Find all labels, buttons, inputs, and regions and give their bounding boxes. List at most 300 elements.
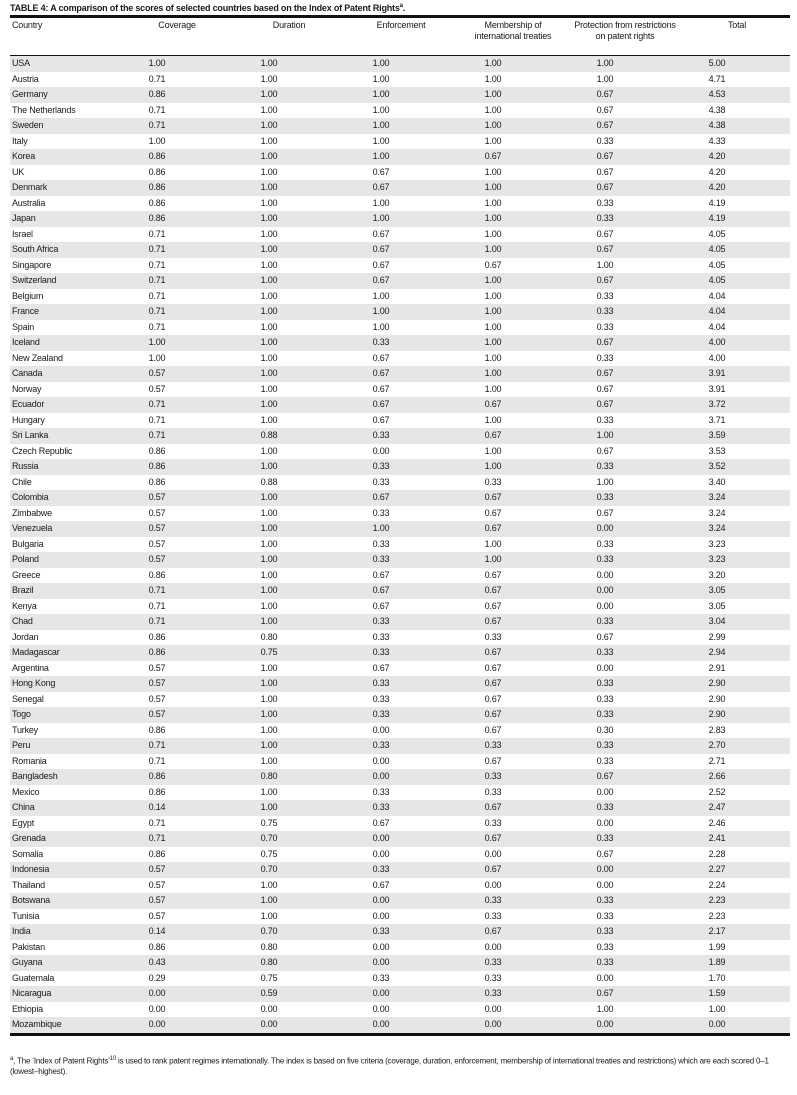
cell-country: Turkey (12, 724, 38, 735)
cell-duration: 1.00 (260, 151, 278, 161)
cell-protection: 0.33 (596, 197, 614, 208)
cell-membership: 0.33 (484, 740, 502, 750)
table-row (10, 490, 790, 506)
cell-total: 0.00 (708, 1019, 726, 1029)
cell-membership: 0.33 (484, 972, 502, 983)
cell-membership: 1.00 (484, 89, 502, 99)
cell-country: Russia (12, 461, 39, 471)
col-header-enforcement: Enforcement (376, 20, 426, 30)
cell-protection: 0.33 (596, 616, 614, 626)
cell-protection: 0.00 (596, 600, 614, 611)
cell-coverage: 0.14 (148, 802, 166, 812)
cell-protection: 0.33 (596, 957, 614, 967)
cell-total: 4.05 (708, 275, 726, 285)
cell-enforcement: 0.00 (372, 957, 390, 967)
table-row (10, 955, 790, 971)
table-row (10, 56, 790, 72)
cell-country: Korea (12, 151, 36, 161)
col-header-total: Total (727, 20, 746, 30)
table-row (10, 986, 790, 1002)
cell-membership: 1.00 (484, 104, 502, 115)
cell-coverage: 0.00 (148, 1019, 166, 1029)
cell-coverage: 0.57 (148, 368, 166, 378)
cell-membership: 0.67 (484, 647, 502, 657)
cell-country: Romania (12, 755, 47, 766)
cell-duration: 0.75 (260, 848, 278, 859)
cell-country: Greece (12, 569, 41, 580)
table-row (10, 785, 790, 801)
cell-coverage: 0.57 (148, 864, 166, 874)
cell-protection: 0.33 (596, 213, 614, 223)
cell-duration: 1.00 (260, 693, 278, 704)
cell-membership: 0.00 (484, 1003, 502, 1014)
cell-enforcement: 0.33 (372, 709, 390, 719)
cell-total: 4.00 (708, 352, 726, 363)
cell-membership: 0.67 (484, 616, 502, 626)
cell-protection: 0.33 (596, 352, 614, 363)
cell-country: USA (12, 58, 30, 68)
cell-coverage: 0.86 (148, 724, 166, 735)
cell-country: Italy (12, 135, 28, 146)
cell-total: 4.20 (708, 182, 726, 192)
cell-duration: 1.00 (260, 895, 278, 905)
table-caption: A comparison of the scores of selected countries based on the Index of Patent Rights (48, 3, 400, 13)
cell-membership: 0.33 (484, 910, 502, 921)
cell-enforcement: 0.00 (372, 771, 390, 781)
cell-duration: 0.70 (260, 833, 278, 843)
cell-protection: 0.33 (596, 709, 614, 719)
cell-membership: 1.00 (484, 197, 502, 208)
cell-duration: 1.00 (260, 166, 278, 177)
cell-country: Pakistan (12, 941, 45, 952)
cell-enforcement: 1.00 (372, 213, 390, 223)
cell-coverage: 0.57 (148, 507, 166, 518)
cell-total: 2.94 (708, 647, 726, 657)
cell-duration: 0.80 (260, 771, 278, 781)
cell-total: 1.70 (708, 972, 726, 983)
cell-enforcement: 1.00 (372, 135, 390, 146)
cell-coverage: 0.86 (148, 197, 166, 208)
cell-membership: 0.67 (484, 693, 502, 704)
table-row (10, 134, 790, 150)
cell-country: Austria (12, 73, 39, 84)
cell-coverage: 0.57 (148, 662, 166, 673)
cell-total: 2.47 (708, 802, 726, 812)
cell-enforcement: 0.33 (372, 693, 390, 704)
cell-protection: 0.00 (596, 569, 614, 580)
cell-country: Japan (12, 213, 36, 223)
cell-country: New Zealand (12, 352, 63, 363)
cell-country: Czech Republic (12, 445, 73, 456)
cell-total: 2.99 (708, 631, 726, 642)
cell-country: UK (12, 166, 25, 177)
cell-membership: 0.67 (484, 430, 502, 440)
cell-coverage: 0.71 (148, 275, 166, 285)
cell-enforcement: 1.00 (372, 104, 390, 115)
cell-protection: 0.67 (596, 988, 614, 998)
cell-enforcement: 0.67 (372, 600, 390, 611)
cell-total: 3.24 (708, 507, 726, 518)
cell-protection: 0.67 (596, 399, 614, 409)
cell-total: 3.91 (708, 368, 726, 378)
cell-coverage: 0.86 (148, 786, 166, 797)
cell-duration: 0.75 (260, 647, 278, 657)
table-row (10, 335, 790, 351)
cell-coverage: 0.86 (148, 213, 166, 223)
cell-duration: 1.00 (260, 786, 278, 797)
cell-protection: 0.33 (596, 740, 614, 750)
cell-total: 3.05 (708, 600, 726, 611)
cell-duration: 1.00 (260, 368, 278, 378)
cell-duration: 0.70 (260, 926, 278, 936)
cell-country: Senegal (12, 693, 44, 704)
table-label: TABLE 4: (10, 3, 49, 13)
table-row (10, 661, 790, 677)
cell-country: Guatemala (12, 972, 55, 983)
cell-protection: 0.33 (596, 554, 614, 564)
cell-protection: 0.67 (596, 383, 614, 394)
table-row (10, 537, 790, 553)
table-row (10, 289, 790, 305)
table-row (10, 723, 790, 739)
cell-coverage: 0.71 (148, 104, 166, 115)
cell-total: 2.66 (708, 771, 726, 781)
cell-country: Spain (12, 321, 35, 332)
cell-country: Argentina (12, 662, 49, 673)
cell-duration: 1.00 (260, 523, 278, 533)
cell-membership: 1.00 (484, 321, 502, 332)
cell-duration: 1.00 (260, 89, 278, 99)
table-row (10, 118, 790, 134)
cell-country: Israel (12, 228, 33, 239)
cell-membership: 1.00 (484, 275, 502, 285)
cell-protection: 0.33 (596, 926, 614, 936)
cell-enforcement: 0.67 (372, 275, 390, 285)
cell-coverage: 0.57 (148, 895, 166, 905)
cell-duration: 1.00 (260, 259, 278, 270)
cell-total: 2.70 (708, 740, 726, 750)
cell-enforcement: 0.33 (372, 538, 390, 549)
cell-country: Grenada (12, 833, 46, 843)
cell-protection: 0.67 (596, 166, 614, 177)
cell-country: Zimbabwe (12, 507, 52, 518)
cell-membership: 0.67 (484, 492, 502, 502)
cell-duration: 0.80 (260, 631, 278, 642)
cell-coverage: 0.57 (148, 383, 166, 394)
cell-protection: 0.00 (596, 786, 614, 797)
cell-protection: 0.67 (596, 771, 614, 781)
cell-duration: 0.80 (260, 941, 278, 952)
cell-total: 2.90 (708, 709, 726, 719)
cell-coverage: 0.71 (148, 817, 166, 828)
cell-enforcement: 0.33 (372, 786, 390, 797)
cell-membership: 1.00 (484, 538, 502, 549)
cell-total: 1.89 (708, 957, 726, 967)
table-row (10, 444, 790, 460)
cell-country: France (12, 306, 39, 316)
cell-coverage: 0.86 (148, 569, 166, 580)
cell-total: 3.71 (708, 414, 726, 425)
cell-enforcement: 0.67 (372, 585, 390, 595)
cell-duration: 1.00 (260, 600, 278, 611)
cell-coverage: 0.86 (148, 476, 166, 487)
cell-total: 4.38 (708, 120, 726, 130)
cell-protection: 0.67 (596, 244, 614, 254)
cell-enforcement: 0.67 (372, 228, 390, 239)
table-row (10, 397, 790, 413)
cell-protection: 0.33 (596, 802, 614, 812)
cell-membership: 1.00 (484, 368, 502, 378)
cell-membership: 0.33 (484, 476, 502, 487)
cell-duration: 0.80 (260, 957, 278, 967)
cell-protection: 0.33 (596, 538, 614, 549)
cell-total: 4.05 (708, 244, 726, 254)
cell-enforcement: 0.67 (372, 244, 390, 254)
cell-coverage: 0.86 (148, 771, 166, 781)
cell-total: 2.17 (708, 926, 726, 936)
cell-total: 4.71 (708, 73, 726, 84)
cell-membership: 1.00 (484, 213, 502, 223)
cell-country: Belgium (12, 290, 44, 301)
cell-membership: 0.67 (484, 507, 502, 518)
cell-country: Iceland (12, 337, 40, 347)
table-row (10, 165, 790, 181)
cell-total: 3.23 (708, 538, 726, 549)
cell-enforcement: 0.67 (372, 662, 390, 673)
cell-total: 2.91 (708, 662, 726, 673)
cell-membership: 0.67 (484, 802, 502, 812)
cell-duration: 1.00 (260, 228, 278, 239)
cell-membership: 0.67 (484, 833, 502, 843)
cell-country: Tunisia (12, 910, 40, 921)
cell-country: Somalia (12, 848, 44, 859)
table-row (10, 351, 790, 367)
cell-protection: 0.00 (596, 879, 614, 890)
cell-duration: 1.00 (260, 709, 278, 719)
cell-duration: 1.00 (260, 461, 278, 471)
cell-country: Sweden (12, 120, 44, 130)
cell-enforcement: 0.33 (372, 647, 390, 657)
cell-total: 4.20 (708, 151, 726, 161)
cell-protection: 0.67 (596, 182, 614, 192)
cell-total: 3.24 (708, 523, 726, 533)
cell-country: Hungary (12, 414, 45, 425)
cell-membership: 1.00 (484, 73, 502, 84)
cell-protection: 1.00 (596, 430, 614, 440)
cell-total: 2.90 (708, 693, 726, 704)
cell-membership: 0.00 (484, 1019, 502, 1029)
cell-duration: 1.00 (260, 213, 278, 223)
cell-country: Brazil (12, 585, 34, 595)
table-row (10, 180, 790, 196)
cell-coverage: 0.86 (148, 631, 166, 642)
cell-enforcement: 0.33 (372, 631, 390, 642)
cell-duration: 0.75 (260, 817, 278, 828)
cell-total: 4.05 (708, 259, 726, 270)
cell-country: South Africa (12, 244, 59, 254)
cell-enforcement: 1.00 (372, 197, 390, 208)
cell-enforcement: 0.33 (372, 864, 390, 874)
table-row (10, 258, 790, 274)
col-header-membership: Membership of international treaties (474, 20, 552, 41)
cell-membership: 0.33 (484, 631, 502, 642)
cell-membership: 0.67 (484, 399, 502, 409)
cell-country: Norway (12, 383, 42, 394)
cell-coverage: 0.86 (148, 848, 166, 859)
col-header-coverage: Coverage (158, 20, 196, 30)
cell-coverage: 0.71 (148, 399, 166, 409)
cell-total: 3.23 (708, 554, 726, 564)
cell-duration: 1.00 (260, 802, 278, 812)
cell-duration: 1.00 (260, 740, 278, 750)
cell-coverage: 0.00 (148, 1003, 166, 1014)
cell-protection: 0.00 (596, 817, 614, 828)
cell-membership: 0.67 (484, 678, 502, 688)
table-row (10, 831, 790, 847)
cell-duration: 1.00 (260, 383, 278, 394)
cell-membership: 0.67 (484, 926, 502, 936)
cell-country: Sri Lanka (12, 430, 49, 440)
table-row (10, 738, 790, 754)
cell-membership: 0.67 (484, 755, 502, 766)
cell-duration: 0.00 (260, 1003, 278, 1014)
table-row (10, 273, 790, 289)
table-row (10, 816, 790, 832)
cell-enforcement: 1.00 (372, 151, 390, 161)
cell-total: 2.41 (708, 833, 726, 843)
cell-total: 2.24 (708, 879, 726, 890)
cell-enforcement: 0.33 (372, 476, 390, 487)
cell-total: 4.53 (708, 89, 726, 99)
cell-duration: 1.00 (260, 755, 278, 766)
cell-coverage: 0.71 (148, 616, 166, 626)
cell-membership: 1.00 (484, 352, 502, 363)
cell-duration: 1.00 (260, 306, 278, 316)
table-bottom-rule (10, 1033, 790, 1036)
cell-coverage: 0.86 (148, 461, 166, 471)
cell-enforcement: 0.67 (372, 817, 390, 828)
table-row (10, 630, 790, 646)
cell-membership: 1.00 (484, 306, 502, 316)
col-header-country: Country (12, 20, 43, 30)
cell-country: Australia (12, 197, 46, 208)
cell-enforcement: 0.33 (372, 461, 390, 471)
cell-duration: 1.00 (260, 492, 278, 502)
cell-duration: 1.00 (260, 197, 278, 208)
cell-coverage: 0.71 (148, 740, 166, 750)
table-row (10, 242, 790, 258)
cell-protection: 0.67 (596, 89, 614, 99)
cell-coverage: 0.57 (148, 709, 166, 719)
cell-coverage: 0.71 (148, 120, 166, 130)
cell-membership: 0.67 (484, 724, 502, 735)
table-row (10, 645, 790, 661)
cell-enforcement: 0.33 (372, 740, 390, 750)
cell-coverage: 0.57 (148, 538, 166, 549)
cell-enforcement: 0.33 (372, 802, 390, 812)
cell-duration: 1.00 (260, 910, 278, 921)
table-row (10, 971, 790, 987)
cell-protection: 0.67 (596, 337, 614, 347)
cell-enforcement: 1.00 (372, 321, 390, 332)
cell-protection: 0.33 (596, 647, 614, 657)
table-row (10, 583, 790, 599)
cell-total: 2.28 (708, 848, 726, 859)
cell-duration: 1.00 (260, 662, 278, 673)
cell-coverage: 0.57 (148, 910, 166, 921)
cell-membership: 0.67 (484, 864, 502, 874)
cell-membership: 0.33 (484, 786, 502, 797)
cell-total: 2.23 (708, 910, 726, 921)
cell-duration: 1.00 (260, 538, 278, 549)
table-row (10, 87, 790, 103)
table-row (10, 893, 790, 909)
cell-coverage: 0.71 (148, 306, 166, 316)
table-row (10, 211, 790, 227)
cell-total: 4.20 (708, 166, 726, 177)
cell-duration: 1.00 (260, 244, 278, 254)
cell-enforcement: 0.67 (372, 259, 390, 270)
cell-total: 3.52 (708, 461, 726, 471)
cell-country: Guyana (12, 957, 43, 967)
cell-enforcement: 0.00 (372, 910, 390, 921)
table-row (10, 227, 790, 243)
cell-duration: 1.00 (260, 352, 278, 363)
cell-membership: 0.67 (484, 523, 502, 533)
cell-coverage: 0.86 (148, 151, 166, 161)
cell-duration: 0.88 (260, 430, 278, 440)
cell-membership: 1.00 (484, 58, 502, 68)
cell-total: 4.04 (708, 290, 726, 301)
table-footnote (10, 1054, 792, 1077)
cell-duration: 1.00 (260, 120, 278, 130)
cell-protection: 0.67 (596, 151, 614, 161)
cell-membership: 0.00 (484, 941, 502, 952)
cell-duration: 1.00 (260, 399, 278, 409)
cell-duration: 1.00 (260, 290, 278, 301)
cell-enforcement: 0.33 (372, 337, 390, 347)
cell-protection: 0.00 (596, 585, 614, 595)
cell-coverage: 0.71 (148, 228, 166, 239)
cell-country: Mozambique (12, 1019, 62, 1029)
cell-duration: 0.59 (260, 988, 278, 998)
cell-country: Germany (12, 89, 48, 99)
cell-membership: 0.33 (484, 957, 502, 967)
cell-enforcement: 0.00 (372, 1019, 390, 1029)
cell-protection: 0.33 (596, 941, 614, 952)
cell-coverage: 0.86 (148, 647, 166, 657)
table-row (10, 924, 790, 940)
cell-total: 2.52 (708, 786, 726, 797)
table-row (10, 552, 790, 568)
cell-coverage: 0.57 (148, 492, 166, 502)
cell-total: 2.83 (708, 724, 726, 735)
table-row (10, 800, 790, 816)
cell-protection: 0.67 (596, 275, 614, 285)
cell-coverage: 0.57 (148, 523, 166, 533)
cell-duration: 1.00 (260, 879, 278, 890)
cell-membership: 0.33 (484, 817, 502, 828)
cell-country: Ecuador (12, 399, 45, 409)
cell-membership: 0.67 (484, 151, 502, 161)
cell-coverage: 0.86 (148, 182, 166, 192)
cell-country: Venezuela (12, 523, 53, 533)
cell-membership: 1.00 (484, 445, 502, 456)
cell-membership: 1.00 (484, 383, 502, 394)
table-row (10, 413, 790, 429)
cell-coverage: 1.00 (148, 58, 166, 68)
cell-country: Jordan (12, 631, 39, 642)
